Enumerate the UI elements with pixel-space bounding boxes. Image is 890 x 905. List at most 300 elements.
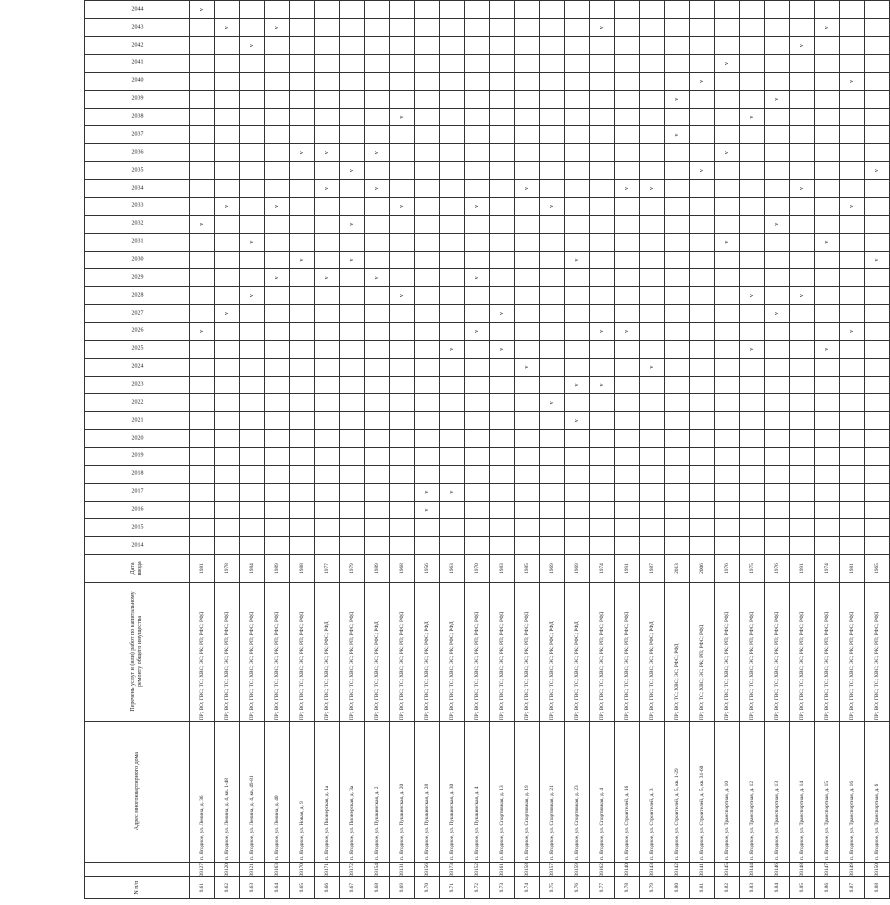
header-year-2031: [85, 233, 190, 251]
cell-year-2034: [365, 180, 390, 198]
cell-year-2038: [790, 108, 815, 126]
cell-year-2036: [415, 144, 440, 162]
header-year-label: 2040: [131, 77, 143, 84]
cell-year-2042: [415, 37, 440, 55]
cell-year-2027: [440, 305, 465, 323]
cell-year-2044: [340, 1, 365, 19]
cell-year-2022: [515, 394, 540, 412]
cell-year-2034: [515, 180, 540, 198]
cell-year-2016: [865, 501, 890, 519]
cell-year-2014: [490, 537, 515, 555]
cell-year-2026: [215, 322, 240, 340]
cell-year-2030: [640, 251, 665, 269]
cell-date: 1991: [790, 555, 815, 583]
cell-id: 39121: [240, 863, 265, 877]
cell-num: 9.82: [715, 877, 740, 899]
cell-year-2042: [190, 37, 215, 55]
cell-year-2031: [240, 233, 265, 251]
cell-year-2024: [815, 358, 840, 376]
cell-year-2031: [790, 233, 815, 251]
cell-address: п. Ягодное, ул. Пушкинская, д. 4: [465, 722, 490, 863]
cell-works: ПР; ВО; ГВС; ТС; ХВС; ЭС; РК; РФС; РФД: [415, 582, 440, 721]
cell-year-2032: [665, 215, 690, 233]
cell-year-2037: [840, 126, 865, 144]
cell-date: 1974: [590, 555, 615, 583]
cell-year-2018: [365, 465, 390, 483]
cell-year-2024: [390, 358, 415, 376]
cell-year-2020: [465, 430, 490, 448]
cell-year-2039: [190, 90, 215, 108]
cell-year-2021: [690, 412, 715, 430]
cell-year-2031: [440, 233, 465, 251]
cell-year-2028: [365, 287, 390, 305]
header-year-label: 2029: [131, 274, 143, 281]
cell-year-2024: [415, 358, 440, 376]
cell-year-2019: [215, 447, 240, 465]
cell-year-2020: [390, 430, 415, 448]
cell-year-2026: [815, 322, 840, 340]
cell-date: 1965: [865, 555, 890, 583]
cell-year-2032: [365, 215, 390, 233]
check-mark-icon: v: [249, 294, 255, 298]
cell-year-2044: [690, 1, 715, 19]
cell-year-2014: [690, 537, 715, 555]
check-mark-icon: v: [724, 240, 730, 244]
cell-year-2025: [515, 340, 540, 358]
cell-year-2022: [590, 394, 615, 412]
cell-year-2020: [190, 430, 215, 448]
header-works: Перечень услуг и (или) работ по капитальному ремонту общего имущества: [85, 582, 190, 721]
cell-year-2025: [340, 340, 365, 358]
cell-year-2023: [265, 376, 290, 394]
header-year-2034: [85, 180, 190, 198]
cell-num: 9.75: [540, 877, 565, 899]
cell-year-2015: [365, 519, 390, 537]
cell-year-2023: [340, 376, 365, 394]
cell-date: 1981: [840, 555, 865, 583]
check-mark-icon: v: [424, 508, 430, 512]
cell-year-2044: [215, 1, 240, 19]
cell-year-2028: [190, 287, 215, 305]
check-mark-icon: v: [599, 329, 605, 333]
cell-year-2027: [240, 305, 265, 323]
check-mark-icon: v: [449, 490, 455, 494]
cell-year-2026: [190, 322, 215, 340]
cell-year-2035: [390, 162, 415, 180]
cell-year-2034: [240, 180, 265, 198]
cell-year-2018: [415, 465, 440, 483]
cell-year-2042: [365, 37, 390, 55]
header-year-label: 2037: [131, 131, 143, 138]
cell-year-2033: [815, 197, 840, 215]
cell-num: 9.88: [865, 877, 890, 899]
cell-year-2032: [240, 215, 265, 233]
cell-year-2042: [840, 37, 865, 55]
cell-year-2026: [765, 322, 790, 340]
cell-year-2023: [615, 376, 640, 394]
cell-year-2038: [540, 108, 565, 126]
cell-year-2037: [490, 126, 515, 144]
cell-year-2036: [540, 144, 565, 162]
cell-year-2034: [565, 180, 590, 198]
cell-year-2037: [690, 126, 715, 144]
cell-id: 39141: [690, 863, 715, 877]
cell-year-2038: [515, 108, 540, 126]
cell-year-2014: [540, 537, 565, 555]
cell-year-2021: [815, 412, 840, 430]
table-row: [440, 1, 465, 899]
table-row: [190, 1, 215, 899]
cell-year-2041: [790, 55, 815, 73]
cell-year-2015: [265, 519, 290, 537]
cell-year-2029: [865, 269, 890, 287]
cell-id: 39163: [265, 863, 290, 877]
cell-year-2016: [340, 501, 365, 519]
cell-year-2032: [515, 215, 540, 233]
cell-year-2035: [665, 162, 690, 180]
cell-num: 9.66: [315, 877, 340, 899]
cell-year-2026: [340, 322, 365, 340]
cell-works: ПР; ВО; ГВС; ТС; ХВС; ЭС; РК; РФС; РФД: [440, 582, 465, 721]
cell-year-2031: [490, 233, 515, 251]
cell-year-2028: [715, 287, 740, 305]
cell-year-2020: [315, 430, 340, 448]
cell-year-2014: [315, 537, 340, 555]
cell-year-2034: [765, 180, 790, 198]
cell-year-2021: [415, 412, 440, 430]
cell-year-2043: [515, 19, 540, 37]
cell-year-2022: [190, 394, 215, 412]
cell-year-2042: [440, 37, 465, 55]
cell-year-2014: [765, 537, 790, 555]
cell-year-2035: [640, 162, 665, 180]
header-year-label: 2030: [131, 256, 143, 263]
cell-year-2023: [640, 376, 665, 394]
header-year-2038: [85, 108, 190, 126]
cell-year-2033: [290, 197, 315, 215]
check-mark-icon: v: [749, 294, 755, 298]
cell-address: п. Ягодное, ул. Спортивная, д. 4: [590, 722, 615, 863]
check-mark-icon: v: [249, 44, 255, 48]
cell-id: 39156: [415, 863, 440, 877]
cell-year-2023: [765, 376, 790, 394]
cell-year-2023: [715, 376, 740, 394]
table-body: [190, 1, 890, 899]
cell-year-2014: [240, 537, 265, 555]
cell-year-2018: [465, 465, 490, 483]
cell-year-2040: [865, 72, 890, 90]
cell-year-2035: [490, 162, 515, 180]
check-mark-icon: v: [874, 169, 880, 173]
cell-year-2015: [615, 519, 640, 537]
cell-year-2018: [340, 465, 365, 483]
cell-year-2042: [465, 37, 490, 55]
cell-year-2034: [540, 180, 565, 198]
header-id: [85, 863, 190, 877]
cell-year-2039: [340, 90, 365, 108]
cell-year-2036: [190, 144, 215, 162]
cell-year-2043: [690, 19, 715, 37]
header-year-2018: [85, 465, 190, 483]
cell-year-2024: [490, 358, 515, 376]
table-row: [865, 1, 890, 899]
cell-year-2029: [665, 269, 690, 287]
cell-year-2026: [590, 322, 615, 340]
cell-year-2039: [365, 90, 390, 108]
cell-year-2038: [665, 108, 690, 126]
cell-year-2027: [415, 305, 440, 323]
cell-year-2040: [615, 72, 640, 90]
cell-year-2038: [715, 108, 740, 126]
cell-year-2023: [515, 376, 540, 394]
header-year-2032: [85, 215, 190, 233]
cell-year-2037: [715, 126, 740, 144]
cell-year-2041: [265, 55, 290, 73]
cell-year-2020: [240, 430, 265, 448]
check-mark-icon: v: [349, 169, 355, 173]
cell-year-2027: [315, 305, 340, 323]
cell-year-2033: [490, 197, 515, 215]
cell-year-2023: [440, 376, 465, 394]
cell-year-2044: [765, 1, 790, 19]
cell-year-2041: [565, 55, 590, 73]
cell-year-2030: [390, 251, 415, 269]
cell-year-2032: [215, 215, 240, 233]
cell-year-2038: [190, 108, 215, 126]
cell-year-2041: [765, 55, 790, 73]
cell-year-2014: [365, 537, 390, 555]
check-mark-icon: v: [774, 97, 780, 101]
cell-year-2026: [490, 322, 515, 340]
cell-year-2041: [690, 55, 715, 73]
cell-year-2038: [490, 108, 515, 126]
cell-year-2044: [565, 1, 590, 19]
cell-year-2018: [815, 465, 840, 483]
cell-year-2036: [515, 144, 540, 162]
cell-year-2042: [565, 37, 590, 55]
cell-year-2019: [665, 447, 690, 465]
cell-year-2043: [840, 19, 865, 37]
cell-year-2015: [690, 519, 715, 537]
cell-address: п. Ягодное, ул. Пушкинская, д. 20: [390, 722, 415, 863]
table-row: [690, 1, 715, 899]
cell-year-2037: [640, 126, 665, 144]
cell-address: п. Ягодное, ул. Строителей, д. 5, кв. 31-60: [690, 722, 715, 863]
cell-year-2014: [665, 537, 690, 555]
cell-year-2014: [640, 537, 665, 555]
check-mark-icon: v: [249, 240, 255, 244]
check-mark-icon: v: [399, 294, 405, 298]
header-year-2039: [85, 90, 190, 108]
cell-year-2040: [640, 72, 665, 90]
cell-works: ПР; ВО; ГВС; ТС; ХВС; ЭС; РК; РФС; РФД: [565, 582, 590, 721]
cell-year-2015: [515, 519, 540, 537]
cell-year-2016: [290, 501, 315, 519]
cell-address: п. Ягодное, ул. Транспортная, д. 14: [790, 722, 815, 863]
table-row: [540, 1, 565, 899]
cell-year-2043: [465, 19, 490, 37]
cell-year-2031: [290, 233, 315, 251]
cell-num: 9.73: [490, 877, 515, 899]
header-year-label: 2018: [131, 470, 143, 477]
cell-year-2023: [490, 376, 515, 394]
cell-year-2031: [540, 233, 565, 251]
cell-year-2015: [465, 519, 490, 537]
cell-year-2039: [415, 90, 440, 108]
cell-year-2044: [365, 1, 390, 19]
table-row: [790, 1, 815, 899]
check-mark-icon: v: [649, 365, 655, 369]
cell-year-2036: [265, 144, 290, 162]
header-year-2035: [85, 162, 190, 180]
cell-year-2025: [290, 340, 315, 358]
cell-year-2034: [865, 180, 890, 198]
cell-year-2031: [615, 233, 640, 251]
cell-year-2016: [415, 501, 440, 519]
cell-year-2041: [215, 55, 240, 73]
cell-year-2044: [740, 1, 765, 19]
header-year-2042: [85, 37, 190, 55]
cell-address: п. Ягодное, ул. Новая, д. 9: [290, 722, 315, 863]
cell-year-2028: [565, 287, 590, 305]
cell-year-2038: [590, 108, 615, 126]
cell-address: п. Ягодное, ул. Спортивная, д. 23: [565, 722, 590, 863]
cell-year-2044: [540, 1, 565, 19]
cell-year-2038: [265, 108, 290, 126]
cell-year-2034: [590, 180, 615, 198]
cell-year-2026: [315, 322, 340, 340]
cell-year-2041: [840, 55, 865, 73]
cell-year-2022: [565, 394, 590, 412]
cell-year-2041: [340, 55, 365, 73]
header-year-2020: [85, 430, 190, 448]
table-row: [215, 1, 240, 899]
cell-year-2037: [790, 126, 815, 144]
header-year-label: 2027: [131, 310, 143, 317]
cell-year-2044: [415, 1, 440, 19]
cell-year-2036: [365, 144, 390, 162]
check-mark-icon: v: [799, 294, 805, 298]
cell-year-2043: [490, 19, 515, 37]
cell-num: 9.72: [465, 877, 490, 899]
cell-year-2043: [240, 19, 265, 37]
cell-date: 1981: [190, 555, 215, 583]
cell-id: 39127: [190, 863, 215, 877]
cell-year-2029: [415, 269, 440, 287]
cell-year-2023: [465, 376, 490, 394]
cell-year-2028: [640, 287, 665, 305]
cell-address: п. Ягодное, ул. Транспортная, д. 6: [865, 722, 890, 863]
header-year-label: 2039: [131, 95, 143, 102]
cell-year-2036: [690, 144, 715, 162]
cell-year-2017: [565, 483, 590, 501]
cell-date: 1963: [440, 555, 465, 583]
cell-year-2015: [415, 519, 440, 537]
cell-year-2021: [440, 412, 465, 430]
cell-year-2016: [590, 501, 615, 519]
cell-year-2018: [315, 465, 340, 483]
cell-year-2036: [665, 144, 690, 162]
cell-year-2017: [215, 483, 240, 501]
header-year-label: 2026: [131, 327, 143, 334]
cell-year-2041: [865, 55, 890, 73]
cell-year-2038: [765, 108, 790, 126]
cell-year-2043: [715, 19, 740, 37]
table-row: [765, 1, 790, 899]
cell-year-2030: [190, 251, 215, 269]
cell-year-2030: [265, 251, 290, 269]
cell-works: ПР; ВО; ГВС; ТС; ХВС; ЭС; РК; РП; РФС; РФД: [190, 582, 215, 721]
cell-year-2040: [415, 72, 440, 90]
cell-year-2042: [290, 37, 315, 55]
cell-year-2032: [815, 215, 840, 233]
cell-year-2020: [290, 430, 315, 448]
check-mark-icon: v: [724, 151, 730, 155]
cell-year-2030: [740, 251, 765, 269]
cell-year-2029: [465, 269, 490, 287]
cell-address: п. Ягодное, ул. Спортивная, д. 21: [540, 722, 565, 863]
cell-year-2028: [865, 287, 890, 305]
cell-year-2022: [240, 394, 265, 412]
cell-year-2018: [665, 465, 690, 483]
cell-year-2037: [415, 126, 440, 144]
cell-year-2036: [215, 144, 240, 162]
cell-year-2043: [615, 19, 640, 37]
header-year-label: 2038: [131, 113, 143, 120]
cell-year-2029: [690, 269, 715, 287]
cell-year-2015: [565, 519, 590, 537]
cell-year-2040: [515, 72, 540, 90]
cell-year-2039: [740, 90, 765, 108]
cell-year-2035: [615, 162, 640, 180]
cell-year-2025: [365, 340, 390, 358]
cell-year-2033: [540, 197, 565, 215]
cell-id: 39144: [740, 863, 765, 877]
cell-year-2031: [215, 233, 240, 251]
cell-year-2022: [640, 394, 665, 412]
cell-year-2017: [865, 483, 890, 501]
cell-year-2027: [540, 305, 565, 323]
cell-year-2043: [315, 19, 340, 37]
cell-year-2037: [615, 126, 640, 144]
cell-year-2040: [290, 72, 315, 90]
cell-year-2032: [765, 215, 790, 233]
cell-year-2033: [265, 197, 290, 215]
cell-year-2038: [215, 108, 240, 126]
cell-year-2017: [265, 483, 290, 501]
cell-address: п. Ягодное, ул. Строителей, д. 5, кв. 1-29: [665, 722, 690, 863]
cell-address: п. Ягодное, ул. Спортивная, д. 13: [490, 722, 515, 863]
cell-year-2016: [390, 501, 415, 519]
header-year-2028: [85, 287, 190, 305]
cell-year-2032: [690, 215, 715, 233]
cell-year-2039: [215, 90, 240, 108]
cell-year-2015: [865, 519, 890, 537]
cell-year-2042: [615, 37, 640, 55]
cell-year-2020: [665, 430, 690, 448]
cell-year-2023: [415, 376, 440, 394]
cell-year-2044: [490, 1, 515, 19]
cell-year-2028: [490, 287, 515, 305]
cell-year-2028: [815, 287, 840, 305]
cell-year-2017: [640, 483, 665, 501]
cell-year-2034: [815, 180, 840, 198]
cell-year-2021: [490, 412, 515, 430]
cell-year-2016: [315, 501, 340, 519]
cell-year-2026: [390, 322, 415, 340]
cell-year-2023: [590, 376, 615, 394]
cell-year-2016: [540, 501, 565, 519]
